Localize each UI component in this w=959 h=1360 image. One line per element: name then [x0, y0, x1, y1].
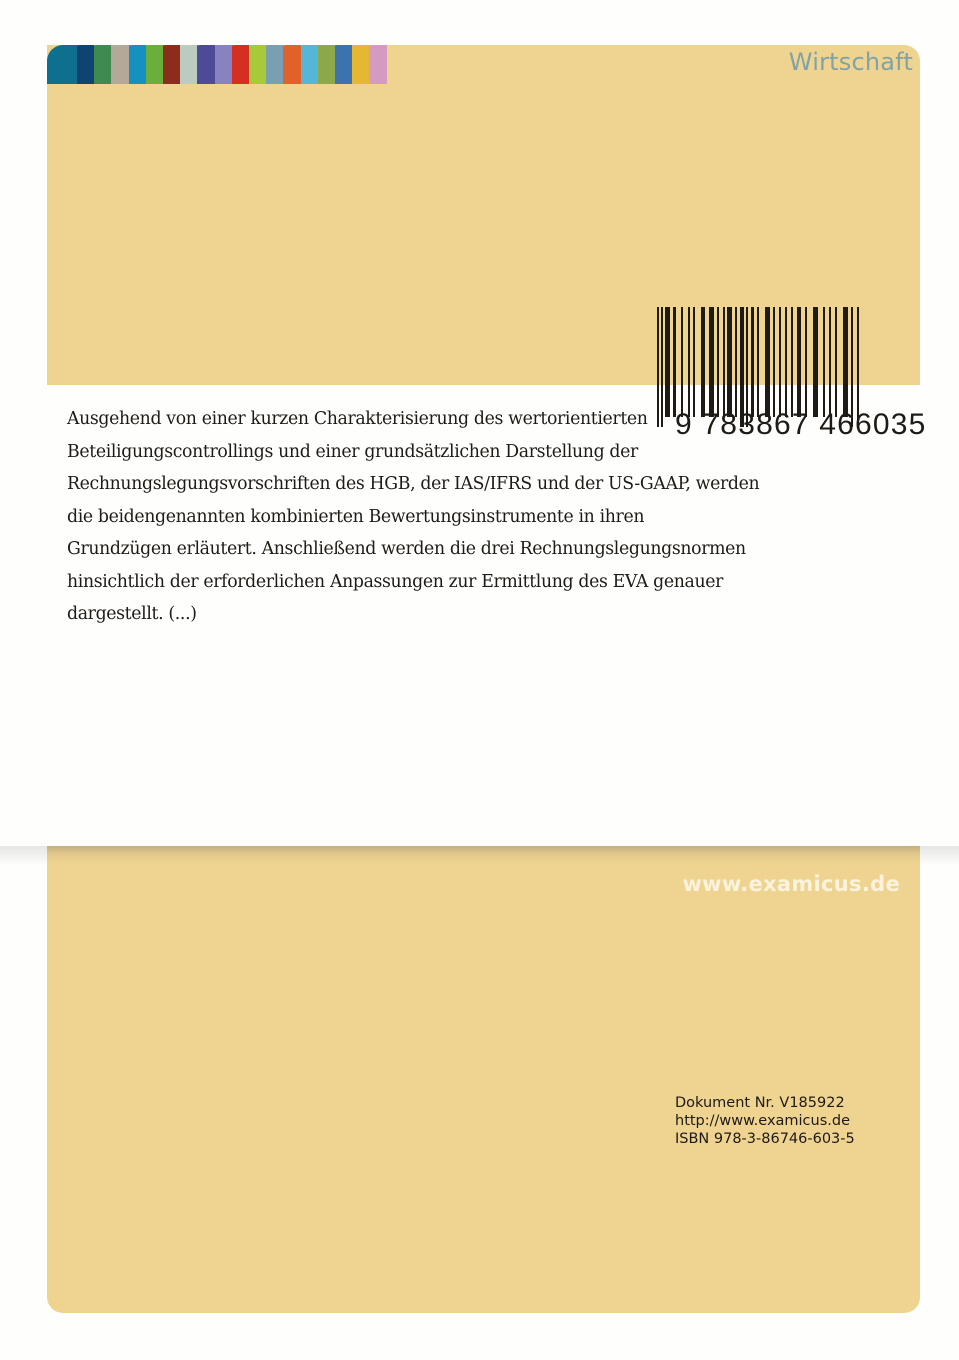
- barcode-bar: [823, 307, 825, 417]
- barcode-bar: [779, 307, 781, 417]
- document-info: [675, 1094, 855, 1148]
- barcode-bar: [835, 307, 837, 417]
- barcode-bar: [693, 307, 695, 417]
- barcode-bar: [735, 307, 737, 417]
- document-url: http://www.examicus.de: [675, 1113, 851, 1129]
- barcode-bar: [843, 307, 848, 417]
- barcode-bar: [757, 307, 759, 417]
- barcode-bar: [805, 307, 807, 417]
- description-line: die beidengenannten kombinierten Bewertungsinstrumente in ihren: [67, 506, 645, 527]
- barcode-digits: 9 783867 466035: [675, 408, 927, 441]
- barcode-bar: [709, 307, 714, 417]
- isbn: ISBN 978-3-86746-603-5: [675, 1131, 855, 1147]
- barcode-bar: [773, 307, 775, 417]
- barcode-bar: [661, 307, 663, 427]
- color-tab: [47, 45, 77, 84]
- description-line: Grundzügen erläutert. Anschließend werden die drei Rechnungslegungsnormen: [67, 539, 746, 559]
- cover-bottom-panel: [47, 846, 920, 1313]
- barcode-bar: [665, 307, 670, 417]
- barcode-bar: [688, 307, 690, 417]
- barcode-bar: [797, 307, 801, 417]
- barcode-bar: [701, 307, 705, 417]
- description-line: Beteiligungscontrollings und einer grundsätzlichen Darstellung der: [67, 441, 638, 462]
- barcode-bar: [791, 307, 793, 417]
- barcode-bar: [829, 307, 831, 417]
- description-line: Ausgehend von einer kurzen Charakterisierung des wertorientierten: [67, 409, 648, 429]
- description-line: hinsichtlich der erforderlichen Anpassungen zur Ermittlung des EVA genauer: [67, 571, 724, 592]
- barcode-bar: [723, 307, 725, 417]
- barcode-bar: [813, 307, 818, 417]
- barcode-bar: [681, 307, 683, 417]
- barcode-bar: [673, 307, 676, 417]
- document-number: Dokument Nr. V185922: [675, 1095, 845, 1111]
- publisher-website: www.examicus.de: [682, 872, 900, 896]
- category-label: Wirtschaft: [788, 48, 913, 76]
- barcode-bar: [785, 307, 787, 417]
- color-tabs-strip: [47, 45, 387, 84]
- barcode-bar: [657, 307, 659, 427]
- barcode-bar: [717, 307, 719, 417]
- description-line: dargestellt. (...): [67, 604, 197, 624]
- barcode-bar: [727, 307, 732, 417]
- barcode-bar: [765, 307, 770, 417]
- barcode-bar: [751, 307, 754, 417]
- description-line: Rechnungslegungsvorschriften des HGB, der IAS/IFRS und der US-GAAP, werden: [67, 474, 760, 494]
